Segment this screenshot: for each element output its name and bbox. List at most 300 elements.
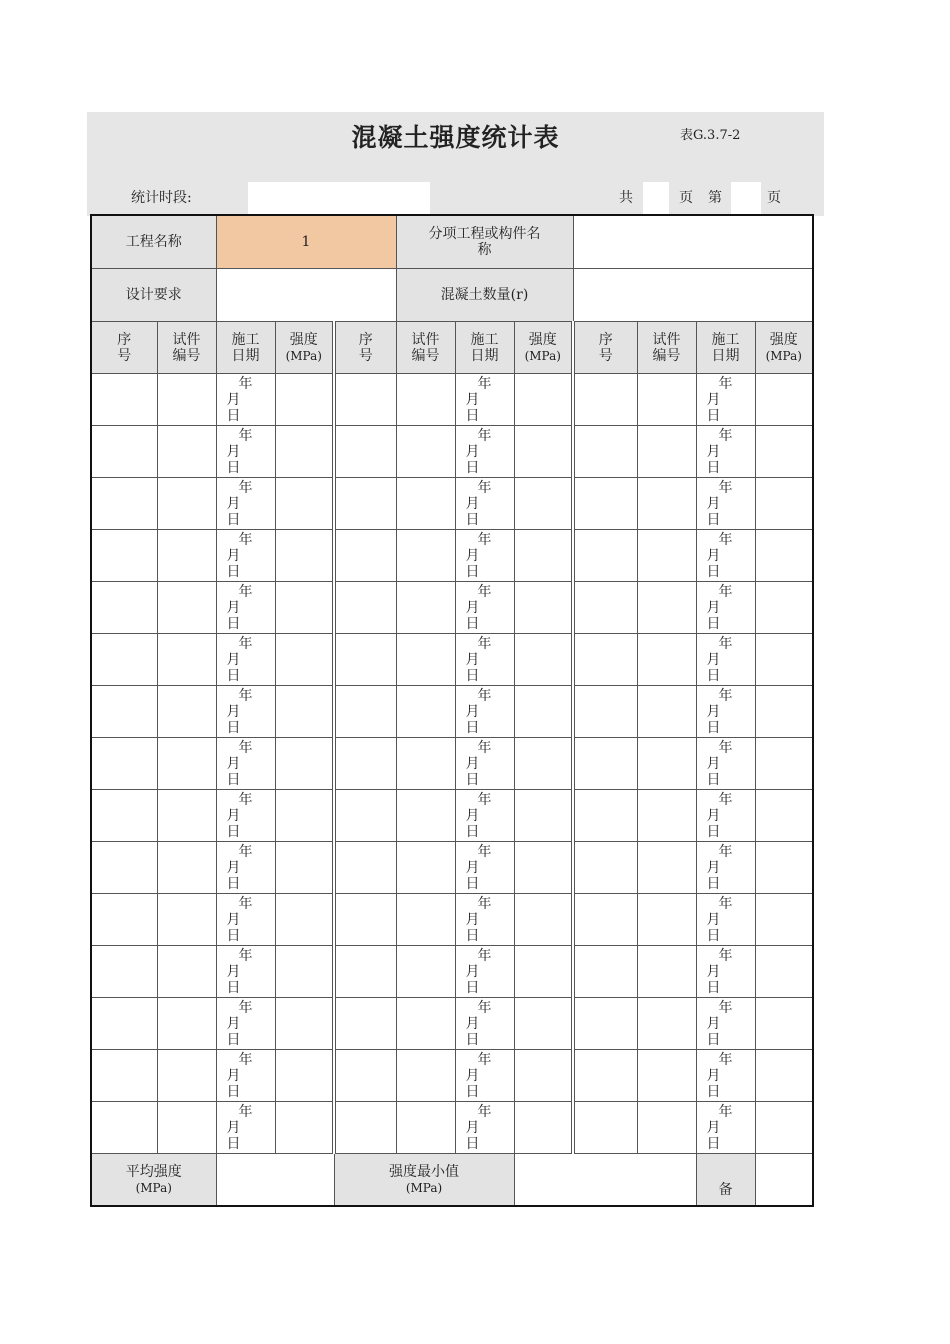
- date-day: 日: [465, 928, 480, 944]
- cell-date[interactable]: [696, 426, 755, 478]
- cell-date[interactable]: [696, 686, 755, 738]
- cell-specimen[interactable]: [637, 374, 696, 426]
- cell-specimen[interactable]: [396, 374, 455, 426]
- project-name-value[interactable]: 1: [216, 215, 396, 269]
- date-year: 年: [477, 844, 492, 860]
- cell-strength[interactable]: [514, 946, 573, 998]
- date-month: 月: [465, 496, 480, 512]
- col-header-strength-l1: 强度: [528, 331, 557, 348]
- date-stack: [217, 478, 275, 529]
- cell-strength[interactable]: [514, 374, 573, 426]
- cell-seq[interactable]: [334, 1102, 396, 1154]
- cell-specimen[interactable]: [396, 686, 455, 738]
- cell-date[interactable]: [696, 634, 755, 686]
- cell-seq[interactable]: [573, 790, 637, 842]
- cell-seq[interactable]: [334, 374, 396, 426]
- cell-strength[interactable]: [275, 998, 334, 1050]
- date-year: 年: [477, 636, 492, 652]
- cell-seq[interactable]: [573, 530, 637, 582]
- date-stack: [456, 426, 514, 477]
- cell-specimen[interactable]: [157, 1102, 216, 1154]
- cell-strength[interactable]: [275, 634, 334, 686]
- cell-seq[interactable]: [573, 634, 637, 686]
- cell-seq[interactable]: [334, 946, 396, 998]
- col-header-specimen: [637, 322, 696, 374]
- date-year: 年: [477, 740, 492, 756]
- date-month: 月: [226, 964, 241, 980]
- avg-strength-label: [91, 1154, 216, 1207]
- cell-date[interactable]: [455, 374, 514, 426]
- date-day: 日: [465, 1084, 480, 1100]
- cell-specimen[interactable]: [637, 894, 696, 946]
- date-year: 年: [718, 636, 733, 652]
- cell-seq[interactable]: [573, 478, 637, 530]
- date-day: 日: [226, 616, 241, 632]
- date-stack: [456, 894, 514, 945]
- cell-seq[interactable]: [91, 530, 157, 582]
- page-unit-label: 页: [679, 190, 693, 206]
- cell-specimen[interactable]: [157, 842, 216, 894]
- cell-strength[interactable]: [514, 1050, 573, 1102]
- cell-strength[interactable]: [275, 1102, 334, 1154]
- cell-strength[interactable]: [514, 1102, 573, 1154]
- date-day: 日: [706, 1136, 721, 1152]
- cell-strength[interactable]: [755, 478, 813, 530]
- cell-strength[interactable]: [755, 946, 813, 998]
- cell-strength[interactable]: [514, 634, 573, 686]
- cell-date[interactable]: [696, 842, 755, 894]
- cell-strength[interactable]: [514, 426, 573, 478]
- cell-specimen[interactable]: [157, 530, 216, 582]
- page-no-input[interactable]: [731, 182, 761, 214]
- cell-specimen[interactable]: [157, 686, 216, 738]
- cell-strength[interactable]: [275, 686, 334, 738]
- date-stack: [217, 894, 275, 945]
- cell-date[interactable]: [216, 894, 275, 946]
- cell-date[interactable]: [696, 478, 755, 530]
- cell-strength[interactable]: [755, 998, 813, 1050]
- date-month: 月: [226, 808, 241, 824]
- cell-specimen[interactable]: [157, 998, 216, 1050]
- date-year: 年: [238, 376, 253, 392]
- cell-specimen[interactable]: [637, 946, 696, 998]
- date-stack: [697, 582, 755, 633]
- cell-date[interactable]: [216, 582, 275, 634]
- cell-strength[interactable]: [514, 530, 573, 582]
- date-stack: [217, 998, 275, 1049]
- cell-specimen[interactable]: [396, 998, 455, 1050]
- cell-strength[interactable]: [755, 374, 813, 426]
- cell-specimen[interactable]: [637, 582, 696, 634]
- date-year: 年: [477, 948, 492, 964]
- cell-seq[interactable]: [573, 426, 637, 478]
- date-stack: [456, 946, 514, 997]
- cell-seq[interactable]: [91, 738, 157, 790]
- date-month: 月: [226, 548, 241, 564]
- cell-strength[interactable]: [755, 634, 813, 686]
- cell-date[interactable]: [696, 582, 755, 634]
- date-month: 月: [465, 1016, 480, 1032]
- date-month: 月: [706, 704, 721, 720]
- cell-specimen[interactable]: [637, 790, 696, 842]
- cell-specimen[interactable]: [396, 842, 455, 894]
- project-name-label: 工程名称: [91, 215, 216, 269]
- cell-date[interactable]: [696, 374, 755, 426]
- cell-specimen[interactable]: [157, 374, 216, 426]
- cell-specimen[interactable]: [396, 790, 455, 842]
- cell-date[interactable]: [455, 842, 514, 894]
- cell-specimen[interactable]: [157, 478, 216, 530]
- cell-strength[interactable]: [755, 530, 813, 582]
- date-day: 日: [706, 408, 721, 424]
- cell-date[interactable]: [455, 530, 514, 582]
- cell-strength[interactable]: [275, 894, 334, 946]
- total-pages-input[interactable]: [643, 182, 669, 214]
- cell-seq[interactable]: [334, 530, 396, 582]
- design-req-value[interactable]: [216, 269, 396, 322]
- cell-seq[interactable]: [91, 1050, 157, 1102]
- cell-date[interactable]: [696, 998, 755, 1050]
- cell-strength[interactable]: [275, 738, 334, 790]
- cell-date[interactable]: [455, 478, 514, 530]
- cell-date[interactable]: [455, 738, 514, 790]
- cell-seq[interactable]: [334, 842, 396, 894]
- cell-seq[interactable]: [334, 998, 396, 1050]
- cell-strength[interactable]: [514, 582, 573, 634]
- cell-strength[interactable]: [275, 478, 334, 530]
- cell-specimen[interactable]: [396, 426, 455, 478]
- cell-date[interactable]: [696, 530, 755, 582]
- cell-specimen[interactable]: [396, 1050, 455, 1102]
- cell-specimen[interactable]: [157, 946, 216, 998]
- cell-seq[interactable]: [91, 946, 157, 998]
- cell-specimen[interactable]: [396, 946, 455, 998]
- cell-specimen[interactable]: [396, 894, 455, 946]
- cell-strength[interactable]: [514, 478, 573, 530]
- cell-specimen[interactable]: [637, 478, 696, 530]
- date-year: 年: [718, 532, 733, 548]
- cell-date[interactable]: [696, 946, 755, 998]
- cell-specimen[interactable]: [396, 738, 455, 790]
- date-stack: [697, 530, 755, 581]
- cell-date[interactable]: [216, 478, 275, 530]
- concrete-qty-label: 混凝土数量(r): [396, 269, 573, 322]
- cell-date[interactable]: [216, 634, 275, 686]
- date-stack: [456, 842, 514, 893]
- cell-specimen[interactable]: [637, 738, 696, 790]
- cell-strength[interactable]: [275, 530, 334, 582]
- date-stack: [697, 738, 755, 789]
- col-header-strength-l1: 强度: [769, 331, 798, 348]
- cell-seq[interactable]: [573, 946, 637, 998]
- date-year: 年: [477, 896, 492, 912]
- min-strength-value[interactable]: [514, 1154, 696, 1207]
- cell-strength[interactable]: [275, 426, 334, 478]
- cell-specimen[interactable]: [396, 1102, 455, 1154]
- cell-seq[interactable]: [91, 790, 157, 842]
- cell-date[interactable]: [455, 998, 514, 1050]
- cell-specimen[interactable]: [157, 738, 216, 790]
- cell-specimen[interactable]: [637, 530, 696, 582]
- date-month: 月: [465, 444, 480, 460]
- cell-seq[interactable]: [573, 894, 637, 946]
- date-stack: [217, 790, 275, 841]
- date-day: 日: [706, 668, 721, 684]
- date-month: 月: [465, 1120, 480, 1136]
- cell-seq[interactable]: [91, 634, 157, 686]
- date-month: 月: [226, 860, 241, 876]
- cell-specimen[interactable]: [157, 790, 216, 842]
- date-day: 日: [465, 980, 480, 996]
- date-month: 月: [706, 1016, 721, 1032]
- cell-date[interactable]: [216, 842, 275, 894]
- cell-strength[interactable]: [755, 894, 813, 946]
- cell-seq[interactable]: [91, 478, 157, 530]
- date-month: 月: [706, 548, 721, 564]
- cell-seq[interactable]: [573, 374, 637, 426]
- cell-seq[interactable]: [573, 738, 637, 790]
- date-year: 年: [477, 1104, 492, 1120]
- date-stack: [456, 530, 514, 581]
- cell-date[interactable]: [216, 374, 275, 426]
- date-stack: [697, 842, 755, 893]
- date-year: 年: [718, 1052, 733, 1068]
- date-year: 年: [238, 1052, 253, 1068]
- cell-strength[interactable]: [514, 686, 573, 738]
- cell-specimen[interactable]: [637, 1050, 696, 1102]
- cell-specimen[interactable]: [637, 1102, 696, 1154]
- cell-specimen[interactable]: [157, 426, 216, 478]
- cell-specimen[interactable]: [157, 634, 216, 686]
- cell-strength[interactable]: [755, 426, 813, 478]
- table-row: [91, 738, 813, 790]
- cell-seq[interactable]: [573, 842, 637, 894]
- date-year: 年: [718, 1104, 733, 1120]
- date-year: 年: [477, 584, 492, 600]
- date-stack: [697, 374, 755, 425]
- cell-date[interactable]: [455, 582, 514, 634]
- date-year: 年: [718, 844, 733, 860]
- strength-table: [90, 214, 814, 1207]
- table-row: [91, 790, 813, 842]
- cell-strength[interactable]: [514, 842, 573, 894]
- cell-date[interactable]: [455, 1050, 514, 1102]
- cell-date[interactable]: [696, 738, 755, 790]
- date-year: 年: [718, 896, 733, 912]
- cell-specimen[interactable]: [637, 686, 696, 738]
- cell-date[interactable]: [455, 1102, 514, 1154]
- cell-seq[interactable]: [573, 1050, 637, 1102]
- cell-strength[interactable]: [755, 842, 813, 894]
- date-month: 月: [226, 704, 241, 720]
- cell-seq[interactable]: [334, 478, 396, 530]
- cell-date[interactable]: [216, 738, 275, 790]
- cell-strength[interactable]: [275, 790, 334, 842]
- cell-date[interactable]: [216, 790, 275, 842]
- statistics-sheet: [87, 112, 824, 1216]
- date-year: 年: [238, 480, 253, 496]
- cell-date[interactable]: [216, 1102, 275, 1154]
- cell-strength[interactable]: [755, 1102, 813, 1154]
- cell-specimen[interactable]: [637, 634, 696, 686]
- cell-seq[interactable]: [91, 1102, 157, 1154]
- date-stack: [697, 998, 755, 1049]
- date-day: 日: [226, 1032, 241, 1048]
- cell-seq[interactable]: [573, 1102, 637, 1154]
- cell-strength[interactable]: [275, 582, 334, 634]
- date-month: 月: [226, 1016, 241, 1032]
- date-year: 年: [718, 948, 733, 964]
- date-year: 年: [718, 688, 733, 704]
- cell-strength[interactable]: [514, 998, 573, 1050]
- date-month: 月: [226, 652, 241, 668]
- cell-strength[interactable]: [514, 790, 573, 842]
- cell-seq[interactable]: [573, 998, 637, 1050]
- cell-strength[interactable]: [514, 738, 573, 790]
- date-stack: [456, 998, 514, 1049]
- date-stack: [456, 738, 514, 789]
- date-day: 日: [226, 512, 241, 528]
- cell-date[interactable]: [455, 426, 514, 478]
- date-day: 日: [226, 1136, 241, 1152]
- cell-strength[interactable]: [275, 946, 334, 998]
- cell-specimen[interactable]: [637, 426, 696, 478]
- cell-date[interactable]: [455, 686, 514, 738]
- date-stack: [456, 686, 514, 737]
- date-stack: [456, 1102, 514, 1153]
- cell-seq[interactable]: [334, 738, 396, 790]
- cell-specimen[interactable]: [396, 478, 455, 530]
- cell-seq[interactable]: [91, 582, 157, 634]
- form-code: 表G.3.7-2: [680, 128, 741, 143]
- date-year: 年: [238, 636, 253, 652]
- date-month: 月: [706, 860, 721, 876]
- cell-strength[interactable]: [275, 374, 334, 426]
- cell-strength[interactable]: [755, 686, 813, 738]
- cell-specimen[interactable]: [396, 530, 455, 582]
- col-header-date-text: 施工日期: [470, 331, 499, 364]
- date-day: 日: [465, 824, 480, 840]
- cell-strength[interactable]: [514, 894, 573, 946]
- cell-date[interactable]: [455, 894, 514, 946]
- remark-label: [696, 1154, 755, 1207]
- cell-seq[interactable]: [334, 686, 396, 738]
- cell-date[interactable]: [455, 790, 514, 842]
- cell-strength[interactable]: [275, 842, 334, 894]
- cell-seq[interactable]: [334, 582, 396, 634]
- cell-specimen[interactable]: [396, 634, 455, 686]
- date-month: 月: [706, 1120, 721, 1136]
- cell-date[interactable]: [216, 426, 275, 478]
- date-year: 年: [718, 428, 733, 444]
- cell-seq[interactable]: [91, 374, 157, 426]
- cell-seq[interactable]: [334, 634, 396, 686]
- cell-date[interactable]: [696, 790, 755, 842]
- cell-specimen[interactable]: [157, 894, 216, 946]
- cell-seq[interactable]: [334, 894, 396, 946]
- col-header-specimen-text: 试件编号: [652, 331, 681, 364]
- cell-seq[interactable]: [573, 582, 637, 634]
- date-day: 日: [226, 824, 241, 840]
- cell-specimen[interactable]: [637, 842, 696, 894]
- col-header-date-text: 施工日期: [231, 331, 260, 364]
- cell-seq[interactable]: [91, 686, 157, 738]
- sub-project-value[interactable]: [573, 215, 813, 269]
- cell-date[interactable]: [216, 686, 275, 738]
- date-month: 月: [465, 860, 480, 876]
- cell-date[interactable]: [216, 530, 275, 582]
- table-row: [91, 1050, 813, 1102]
- concrete-qty-value[interactable]: [573, 269, 813, 322]
- date-stack: [456, 634, 514, 685]
- cell-strength[interactable]: [755, 738, 813, 790]
- cell-date[interactable]: [216, 1050, 275, 1102]
- cell-seq[interactable]: [334, 426, 396, 478]
- table-row: [91, 894, 813, 946]
- date-day: 日: [706, 616, 721, 632]
- cell-specimen[interactable]: [157, 582, 216, 634]
- cell-specimen[interactable]: [396, 582, 455, 634]
- cell-specimen[interactable]: [637, 998, 696, 1050]
- cell-date[interactable]: [696, 894, 755, 946]
- info-row-project: [91, 215, 813, 269]
- date-stack: [217, 582, 275, 633]
- cell-seq[interactable]: [91, 842, 157, 894]
- table-row: [91, 634, 813, 686]
- date-day: 日: [465, 460, 480, 476]
- cell-date[interactable]: [216, 998, 275, 1050]
- cell-seq[interactable]: [91, 894, 157, 946]
- date-day: 日: [226, 772, 241, 788]
- date-month: 月: [706, 1068, 721, 1084]
- remark-text: 备: [718, 1182, 733, 1198]
- date-year: 年: [718, 376, 733, 392]
- min-strength-text: 强度最小值: [389, 1163, 459, 1180]
- date-month: 月: [226, 756, 241, 772]
- cell-date[interactable]: [696, 1102, 755, 1154]
- date-month: 月: [465, 652, 480, 668]
- date-day: 日: [465, 616, 480, 632]
- date-stack: [217, 634, 275, 685]
- cell-date[interactable]: [696, 1050, 755, 1102]
- cell-date[interactable]: [216, 946, 275, 998]
- date-stack: [697, 634, 755, 685]
- cell-strength[interactable]: [755, 1050, 813, 1102]
- cell-date[interactable]: [455, 946, 514, 998]
- cell-specimen[interactable]: [157, 1050, 216, 1102]
- cell-strength[interactable]: [275, 1050, 334, 1102]
- period-input[interactable]: [248, 182, 430, 214]
- cell-seq[interactable]: [573, 686, 637, 738]
- date-month: 月: [465, 600, 480, 616]
- date-day: 日: [465, 408, 480, 424]
- avg-strength-value[interactable]: [216, 1154, 334, 1207]
- date-month: 月: [465, 912, 480, 928]
- table-row: [91, 426, 813, 478]
- cell-seq[interactable]: [334, 1050, 396, 1102]
- cell-strength[interactable]: [755, 582, 813, 634]
- table-row: [91, 998, 813, 1050]
- remark-value[interactable]: [755, 1154, 813, 1207]
- date-year: 年: [238, 740, 253, 756]
- cell-date[interactable]: [455, 634, 514, 686]
- date-year: 年: [477, 688, 492, 704]
- cell-seq[interactable]: [91, 426, 157, 478]
- cell-seq[interactable]: [334, 790, 396, 842]
- cell-seq[interactable]: [91, 998, 157, 1050]
- cell-strength[interactable]: [755, 790, 813, 842]
- date-year: 年: [477, 792, 492, 808]
